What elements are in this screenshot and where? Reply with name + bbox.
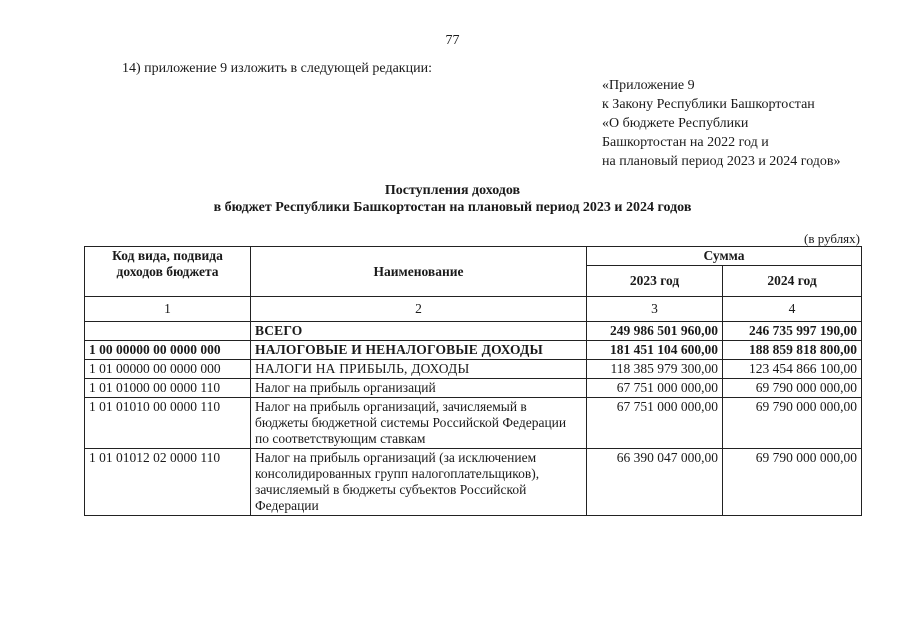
row-name: НАЛОГИ НА ПРИБЫЛЬ, ДОХОДЫ	[251, 360, 587, 379]
row-value-2024: 69 790 000 000,00	[723, 379, 862, 398]
appendix-line: «О бюджете Республики	[602, 116, 749, 131]
row-code: 1 01 01010 00 0000 110	[85, 398, 251, 449]
header-code: Код вида, подвида доходов бюджета	[85, 247, 251, 297]
table-row	[85, 379, 862, 398]
row-value-2024: 188 859 818 800,00	[723, 341, 862, 360]
row-value-2023: 249 986 501 960,00	[587, 322, 723, 341]
table-row	[85, 360, 862, 379]
row-value-2024: 69 790 000 000,00	[723, 398, 862, 449]
title-line-2: в бюджет Республики Башкортостан на плановый период 2023 и 2024 годов	[213, 200, 692, 215]
column-index: 1	[85, 297, 251, 322]
row-value-2024: 246 735 997 190,00	[723, 322, 862, 341]
row-value-2024: 69 790 000 000,00	[723, 449, 862, 516]
row-code: 1 00 00000 00 0000 000	[85, 341, 251, 360]
appendix-line: к Закону Республики Башкортостан	[602, 97, 815, 112]
table-row	[85, 398, 862, 449]
table-row	[85, 449, 862, 516]
header-name: Наименование	[251, 247, 587, 297]
appendix-reference	[602, 76, 841, 171]
row-name: ВСЕГО	[251, 322, 587, 341]
header-year-2024: 2024 год	[723, 266, 862, 297]
row-value-2023: 118 385 979 300,00	[587, 360, 723, 379]
revenue-table	[84, 246, 862, 516]
header-year-2023: 2023 год	[587, 266, 723, 297]
page-number: 77	[445, 33, 460, 48]
row-code: 1 01 01000 00 0000 110	[85, 379, 251, 398]
table-row	[85, 341, 862, 360]
title-line-1: Поступления доходов	[384, 183, 521, 198]
document-title	[0, 182, 905, 216]
column-index: 2	[251, 297, 587, 322]
row-code	[85, 322, 251, 341]
row-value-2023: 181 451 104 600,00	[587, 341, 723, 360]
row-name: Налог на прибыль организаций (за исключением консолидированных групп налогоплательщиков), зачисляемый в бюджеты субъектов Российской Федерации	[251, 449, 587, 516]
row-value-2023: 67 751 000 000,00	[587, 398, 723, 449]
row-name: Налог на прибыль организаций, зачисляемый в бюджеты бюджетной системы Российской Федерации по соответствующим ставкам	[251, 398, 587, 449]
column-index-row	[85, 297, 862, 322]
row-code: 1 01 01012 02 0000 110	[85, 449, 251, 516]
row-code: 1 01 00000 00 0000 000	[85, 360, 251, 379]
appendix-line: на плановый период 2023 и 2024 годов»	[602, 154, 841, 169]
appendix-line: Башкортостан на 2022 год и	[602, 135, 769, 150]
row-value-2024: 123 454 866 100,00	[723, 360, 862, 379]
row-value-2023: 66 390 047 000,00	[587, 449, 723, 516]
row-name: Налог на прибыль организаций	[251, 379, 587, 398]
table-row	[85, 322, 862, 341]
appendix-line: «Приложение 9	[602, 78, 695, 93]
unit-note: (в рублях)	[804, 231, 860, 246]
amendment-intro: 14) приложение 9 изложить в следующей редакции:	[122, 61, 432, 76]
row-name: НАЛОГОВЫЕ И НЕНАЛОГОВЫЕ ДОХОДЫ	[251, 341, 587, 360]
column-index: 3	[587, 297, 723, 322]
column-index: 4	[723, 297, 862, 322]
header-sum: Сумма	[587, 247, 862, 266]
row-value-2023: 67 751 000 000,00	[587, 379, 723, 398]
